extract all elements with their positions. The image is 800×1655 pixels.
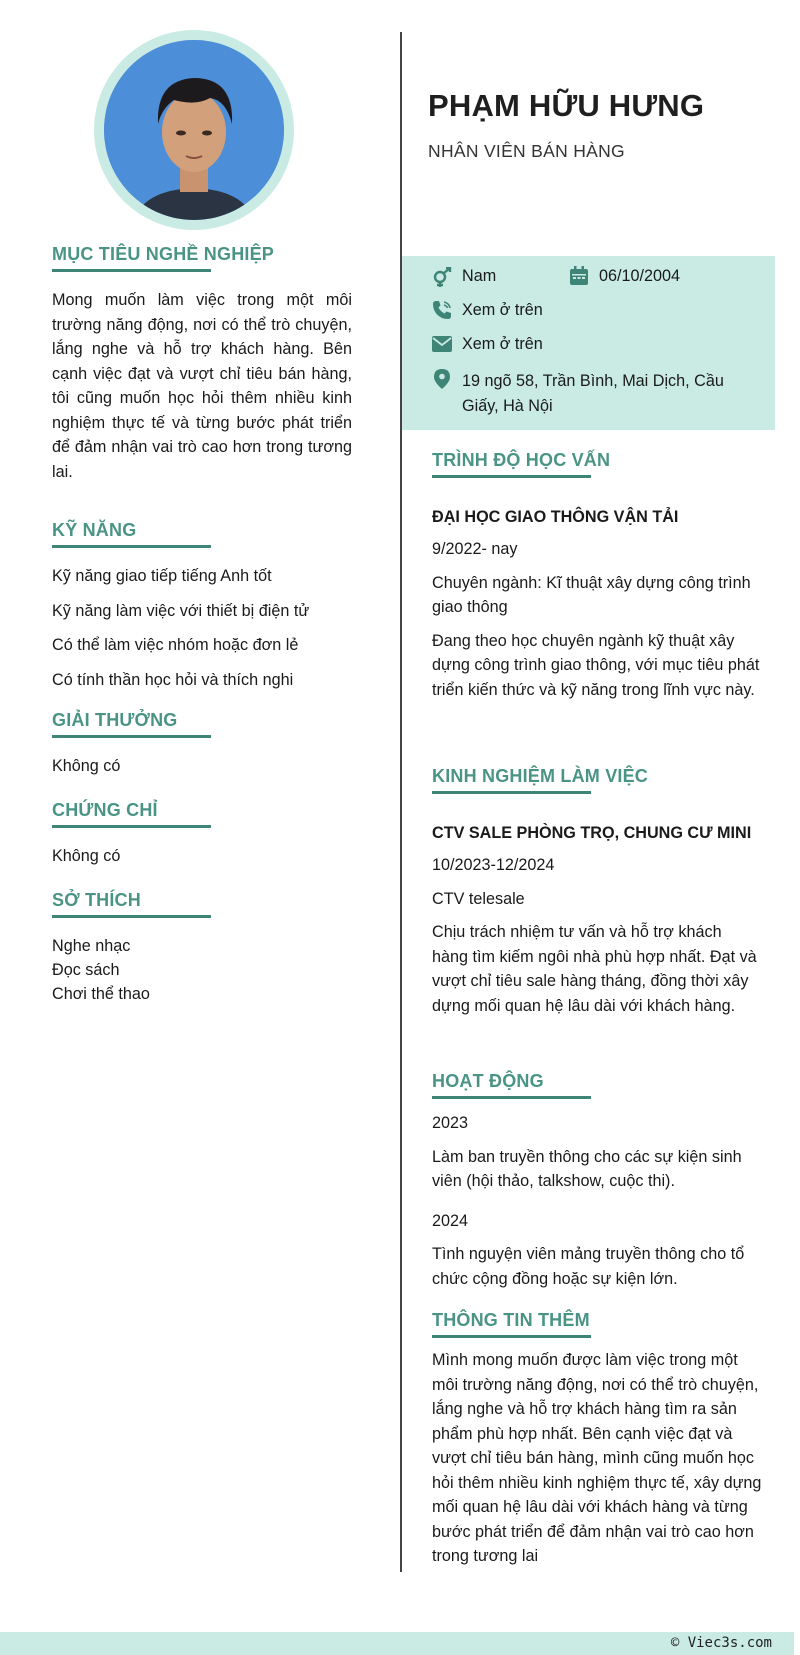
list-item: Kỹ năng làm việc với thiết bị điện tử xyxy=(52,601,310,620)
section-title: SỞ THÍCH xyxy=(52,890,141,910)
section-underline xyxy=(52,269,211,272)
calendar-icon xyxy=(569,266,589,286)
section-underline xyxy=(432,1335,591,1338)
section-underline xyxy=(52,825,211,828)
additional-info-text: Mình mong muốn được làm việc trong một môi trường năng động, nơi có thể trò chuyện, lắng nghe và hỗ trợ khách hàng tìm ra sản phẩm phù hợp nhất. Bên cạnh việc đạt và vượt chỉ tiêu bán hàng, mình cũng muốn học hỏi thêm nhiều kinh nghiệm thực tế, xây dựng mối quan hệ lâu dài với khách hàng và từng bước phát triển để đảm nhận vai trò cao hơn trong tương lai xyxy=(432,1351,762,1565)
career-goal-text: Mong muốn làm việc trong một môi trường năng động, nơi có thể trò chuyện, lắng nghe và hỗ trợ khách hàng. Bên cạnh việc đạt và vượt chỉ tiêu bán hàng, tôi cũng muốn học hỏi thêm nhiều kinh nghiệm thực tế và từng bước phát triển để đảm nhận vai trò cao hơn trong tương lai. xyxy=(52,291,352,481)
education-section xyxy=(432,450,762,702)
list-item: Đọc sách xyxy=(52,961,120,979)
certificates-text: Không có xyxy=(52,847,121,865)
gender-icon xyxy=(432,267,454,287)
experience-section xyxy=(432,766,762,1018)
awards-text: Không có xyxy=(52,757,121,775)
section-underline xyxy=(52,915,211,918)
section-title: THÔNG TIN THÊM xyxy=(432,1310,590,1330)
envelope-icon xyxy=(432,336,452,352)
additional-info-section xyxy=(432,1310,762,1569)
contact-box xyxy=(402,256,775,430)
activity-text: Làm ban truyền thông cho các sự kiện sinh viên (hội thảo, talkshow, cuộc thi). xyxy=(432,1147,742,1190)
skills-section xyxy=(52,520,352,702)
school-name: ĐẠI HỌC GIAO THÔNG VẬN TẢI xyxy=(432,508,679,526)
list-item: Chơi thể thao xyxy=(52,985,150,1003)
experience-position: CTV telesale xyxy=(432,889,525,908)
section-title: HOẠT ĐỘNG xyxy=(432,1071,544,1091)
footer-copyright: © Viec3s.com xyxy=(670,1635,772,1651)
section-title: TRÌNH ĐỘ HỌC VẤN xyxy=(432,450,611,470)
phone-value: Xem ở trên xyxy=(462,301,543,319)
activity-text: Tình nguyện viên mảng truyền thông cho tổ chức cộng đồng hoặc sự kiện lớn. xyxy=(432,1245,745,1288)
awards-section xyxy=(52,710,352,778)
section-underline xyxy=(52,735,211,738)
section-title: KINH NGHIỆM LÀM VIỆC xyxy=(432,766,649,786)
section-title: GIẢI THƯỞNG xyxy=(52,710,178,730)
experience-description: Chịu trách nhiệm tư vấn và hỗ trợ khách hàng tìm kiếm ngôi nhà phù hợp nhất. Đạt và vượt chỉ tiêu sale hàng tháng, đồng thời xây dựng mối quan hệ lâu dài với khách hàng. xyxy=(432,923,757,1015)
section-underline xyxy=(52,545,211,548)
birthdate-value: 06/10/2004 xyxy=(599,267,681,285)
gender-value: Nam xyxy=(462,267,497,285)
footer-bar xyxy=(0,1632,794,1655)
education-period: 9/2022- nay xyxy=(432,540,518,558)
activity-year: 2024 xyxy=(432,1211,469,1230)
list-item: Kỹ năng giao tiếp tiếng Anh tốt xyxy=(52,567,272,585)
skills-list xyxy=(52,564,352,702)
list-item: Có thể làm việc nhóm hoặc đơn lẻ xyxy=(52,636,299,654)
map-pin-icon xyxy=(434,369,450,389)
activities-section xyxy=(432,1071,762,1291)
education-description: Đang theo học chuyên ngành kỹ thuật xây dựng công trình giao thông, với mục tiêu phát triển kiến thức và kỹ năng trong lĩnh vực này. xyxy=(432,631,760,699)
list-item: Có tính thần học hỏi và thích nghi xyxy=(52,670,294,689)
hobbies-section xyxy=(52,890,352,1006)
section-title: CHỨNG CHỈ xyxy=(52,800,158,820)
hobbies-list xyxy=(52,934,352,1006)
email-value: Xem ở trên xyxy=(462,335,543,353)
avatar-frame xyxy=(94,30,294,230)
person-name: PHẠM HỮU HƯNG xyxy=(428,88,705,123)
section-underline xyxy=(432,1096,591,1099)
section-underline xyxy=(432,475,591,478)
company-name: CTV SALE PHÒNG TRỌ, CHUNG CƯ MINI xyxy=(432,824,752,842)
avatar xyxy=(104,40,284,220)
section-underline xyxy=(432,791,591,794)
education-major: Chuyên ngành: Kĩ thuật xây dựng công trình giao thông xyxy=(432,573,751,616)
activity-year: 2023 xyxy=(432,1114,469,1132)
section-title: MỤC TIÊU NGHỀ NGHIỆP xyxy=(52,244,275,264)
section-title: KỸ NĂNG xyxy=(52,520,137,540)
experience-period: 10/2023-12/2024 xyxy=(432,856,555,874)
address-value: 19 ngõ 58, Trần Bình, Mai Dịch, Cầu Giấy, Hà Nội xyxy=(462,372,724,415)
list-item: Nghe nhạc xyxy=(52,937,131,955)
job-title: NHÂN VIÊN BÁN HÀNG xyxy=(428,141,625,161)
certificates-section xyxy=(52,800,352,868)
phone-icon xyxy=(432,300,452,320)
career-goal-section xyxy=(52,244,352,484)
